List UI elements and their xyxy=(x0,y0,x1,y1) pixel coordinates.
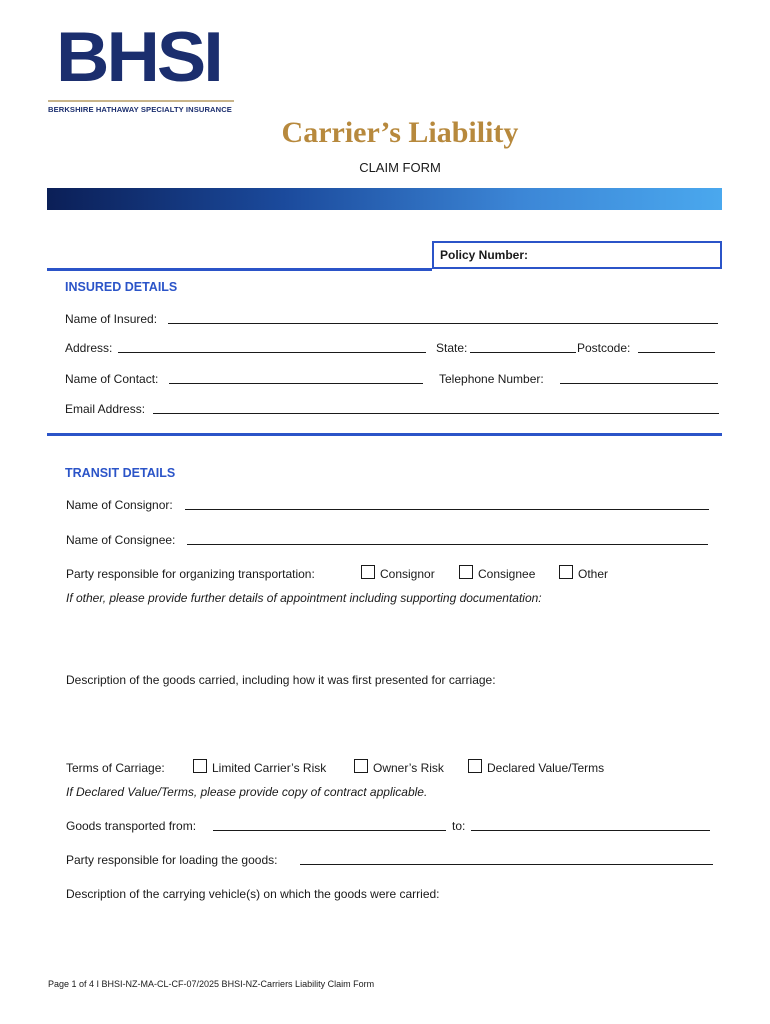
transported-to-field[interactable] xyxy=(471,830,710,831)
insured-details-heading: INSURED DETAILS xyxy=(65,280,178,294)
header-band xyxy=(47,188,722,210)
declared-value-checkbox[interactable] xyxy=(468,759,482,773)
email-field[interactable] xyxy=(153,413,719,414)
section-divider xyxy=(47,433,722,436)
limited-carriers-risk-label: Limited Carrier’s Risk xyxy=(212,761,327,775)
telephone-field[interactable] xyxy=(560,383,718,384)
contact-name-field[interactable] xyxy=(169,383,423,384)
consignee-option-label: Consignee xyxy=(478,567,536,581)
logo-divider xyxy=(48,100,234,102)
form-subtitle: CLAIM FORM xyxy=(359,160,441,175)
postcode-label: Postcode: xyxy=(577,341,631,355)
bhsi-logo: BHSI xyxy=(56,17,221,97)
loading-party-field[interactable] xyxy=(300,864,713,865)
state-label: State: xyxy=(436,341,468,355)
consignee-label: Name of Consignee: xyxy=(66,533,176,547)
consignor-checkbox[interactable] xyxy=(361,565,375,579)
consignor-label: Name of Consignor: xyxy=(66,498,173,512)
owners-risk-label: Owner’s Risk xyxy=(373,761,444,775)
address-label: Address: xyxy=(65,341,113,355)
consignor-field[interactable] xyxy=(185,509,709,510)
declared-value-note: If Declared Value/Terms, please provide copy of contract applicable. xyxy=(66,785,428,799)
form-title: Carrier’s Liability xyxy=(281,116,519,149)
transported-to-label: to: xyxy=(452,819,466,833)
contact-name-label: Name of Contact: xyxy=(65,372,159,386)
other-option-label: Other xyxy=(578,567,609,581)
consignor-option-label: Consignor xyxy=(380,567,435,581)
terms-of-carriage-label: Terms of Carriage: xyxy=(66,761,165,775)
owners-risk-checkbox[interactable] xyxy=(354,759,368,773)
other-details-note: If other, please provide further details of appointment including supporting documentation: xyxy=(66,591,542,605)
logo-subtitle: BERKSHIRE HATHAWAY SPECIALTY INSURANCE xyxy=(48,105,232,114)
declared-value-label: Declared Value/Terms xyxy=(487,761,605,775)
party-responsible-label: Party responsible for organizing transportation: xyxy=(66,567,315,581)
goods-description-label: Description of the goods carried, including how it was first presented for carriage: xyxy=(66,673,496,687)
other-checkbox[interactable] xyxy=(559,565,573,579)
transit-details-heading: TRANSIT DETAILS xyxy=(65,466,176,480)
loading-party-label: Party responsible for loading the goods: xyxy=(66,853,278,867)
email-label: Email Address: xyxy=(65,402,146,416)
transported-from-label: Goods transported from: xyxy=(66,819,197,833)
page-footer: Page 1 of 4 I BHSI-NZ-MA-CL-CF-07/2025 BHSI-NZ-Carriers Liability Claim Form xyxy=(48,979,375,989)
telephone-label: Telephone Number: xyxy=(439,372,544,386)
transported-from-field[interactable] xyxy=(213,830,446,831)
postcode-field[interactable] xyxy=(638,352,715,353)
section-divider-top xyxy=(47,268,432,271)
consignee-checkbox[interactable] xyxy=(459,565,473,579)
consignee-field[interactable] xyxy=(187,544,708,545)
address-field[interactable] xyxy=(118,352,426,353)
vehicle-description-label: Description of the carrying vehicle(s) on which the goods were carried: xyxy=(66,887,440,901)
policy-number-label: Policy Number: xyxy=(440,248,529,262)
insured-name-label: Name of Insured: xyxy=(65,312,158,326)
insured-name-field[interactable] xyxy=(168,323,718,324)
limited-carriers-risk-checkbox[interactable] xyxy=(193,759,207,773)
state-field[interactable] xyxy=(470,352,576,353)
